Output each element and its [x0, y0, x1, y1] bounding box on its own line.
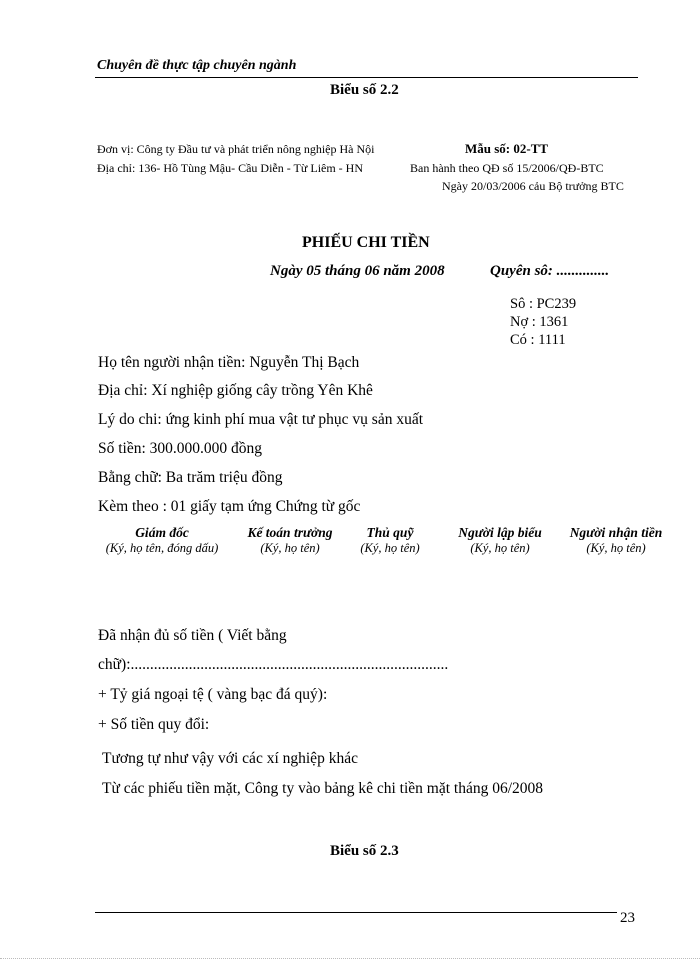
note-line-1: Tương tự như vậy với các xí nghiệp khác	[102, 750, 358, 767]
exchange-rate: + Tỷ giá ngoại tệ ( vàng bạc đá quý):	[98, 686, 328, 703]
signature-note: (Ký, họ tên, đóng dấu)	[105, 541, 219, 555]
unit-name: Đơn vị: Công ty Đầu tư và phát triển nông nghiệp Hà Nội	[97, 142, 375, 156]
bottom-caption: Biểu số 2.3	[330, 843, 399, 859]
recipient-name: Họ tên người nhận tiền: Nguyễn Thị Bạch	[98, 354, 360, 371]
footer-divider	[95, 912, 617, 913]
signature-title: Kế toán trưởng	[247, 525, 333, 540]
amount-in-words: Bằng chữ: Ba trăm triệu đồng	[98, 469, 283, 486]
signature-cashier	[350, 525, 430, 556]
decision-date: Ngày 20/03/2006 cảu Bộ trưởng BTC	[442, 179, 624, 193]
credit-account: Có : 1111	[510, 332, 566, 348]
debit-account: Nợ : 1361	[510, 314, 569, 330]
running-header: Chuyên đề thực tập chuyên ngành	[97, 58, 297, 73]
voucher-title: PHIẾU CHI TIỀN	[302, 234, 430, 251]
header-divider	[95, 77, 638, 78]
recipient-address: Địa chỉ: Xí nghiệp giống cây trồng Yên Khê	[98, 382, 373, 399]
converted-amount: + Số tiền quy đổi:	[98, 716, 210, 733]
signature-note: (Ký, họ tên)	[586, 541, 646, 555]
signature-note: (Ký, họ tên)	[260, 541, 320, 555]
signature-preparer	[446, 525, 554, 556]
page-number: 23	[620, 910, 635, 926]
payment-reason: Lý do chi: ứng kinh phí mua vật tư phục vụ sản xuất	[98, 411, 424, 428]
form-code	[465, 141, 548, 157]
form-code-text: Mẫu số: 02-TT	[465, 141, 549, 156]
signature-chief-accountant	[235, 525, 345, 556]
decision-issued: Ban hành theo QĐ số 15/2006/QĐ-BTC	[410, 161, 604, 175]
attachments: Kèm theo : 01 giấy tạm ứng Chứng từ gốc	[98, 498, 361, 515]
amount: Số tiền: 300.000.000 đồng	[98, 440, 263, 457]
signature-recipient	[558, 525, 674, 556]
signature-director	[92, 525, 232, 556]
voucher-date: Ngày 05 tháng 06 năm 2008	[270, 263, 445, 279]
signature-title: Thủ quỹ	[366, 525, 414, 540]
unit-address: Địa chỉ: 136- Hồ Tùng Mậu- Cầu Diễn - Từ Liêm - HN	[97, 161, 364, 175]
signature-note: (Ký, họ tên)	[470, 541, 530, 555]
signature-title: Người nhận tiền	[569, 525, 663, 540]
signature-title: Người lập biểu	[458, 525, 542, 540]
received-line-1: Đã nhận đủ số tiền ( Viết bằng	[98, 627, 287, 644]
note-line-2: Từ các phiếu tiền mặt, Công ty vào bảng kê chi tiền mặt tháng 06/2008	[102, 780, 544, 797]
voucher-number: Sô : PC239	[510, 296, 577, 312]
signature-note: (Ký, họ tên)	[360, 541, 420, 555]
voucher-book: Quyên sô: ..............	[490, 263, 610, 279]
signature-title: Giám đốc	[135, 525, 189, 540]
top-caption: Biểu số 2.2	[330, 82, 399, 98]
page-edge	[0, 958, 700, 959]
received-line-2: chữ):..................................................................................	[98, 656, 449, 673]
